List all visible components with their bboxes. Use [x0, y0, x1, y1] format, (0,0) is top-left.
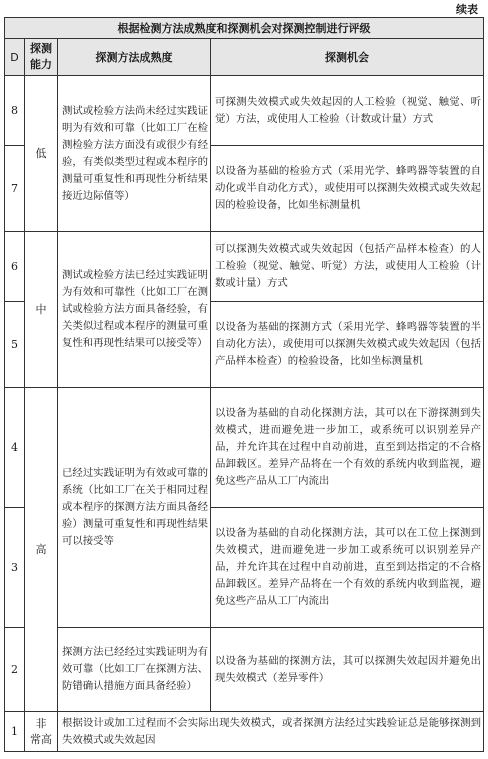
table-title-row	[5, 18, 484, 39]
table-row	[5, 712, 484, 752]
opportunity-2: 以设备为基础的探测方法，其可以探测失效起因并避免出现失效模式（差异零件）	[211, 628, 484, 712]
ability-very-high: 非 常高	[25, 712, 58, 752]
maturity-high: 已经过实践证明为有效或可靠的系统（比如工厂在关于相同过程或本程序的探测方法方面具备经验）测量可重复性和再现性结果可以接受等	[58, 388, 211, 628]
header-opportunity: 探测机会	[211, 39, 484, 76]
ability-high: 高	[25, 388, 58, 712]
detection-rating-table	[4, 17, 484, 752]
opportunity-8: 可探测失效模式或失效起因的人工检验（视觉、触觉、听觉）方法，或使用人工检验（计数或计量）方式	[211, 76, 484, 146]
rating-8: 8	[5, 76, 25, 146]
rating-2: 2	[5, 628, 25, 712]
opportunity-3: 以设备为基础的自动化探测方法，其可以在工位上探测到失效模式，进而避免进一步加工或系统可以识别差异产品，并允许其在过程中自动前进，直至到达指定的不合格品卸载区。差异产品将在一个有效的系统内收到监视，避免这些产品从工厂内流出	[211, 508, 484, 628]
table-title: 根据检测方法成熟度和探测机会对探测控制进行评级	[5, 18, 484, 39]
table-row	[5, 388, 484, 508]
maturity-low: 测试或检验方法尚未经过实践证明为有效和可靠（比如工厂在检测检验方法方面没有或很少有经验，有类似类型过程或本程序的测量可重复性和再现性分析结果接近边际值等）	[58, 76, 211, 232]
table-row	[5, 232, 484, 302]
opportunity-5: 以设备为基础的探测方式（采用光学、蜂鸣器等装置的半自动化方法），或使用可以探测失效模式或失效起因（包括产品样本检查）的检验设备，比如坐标测量机	[211, 302, 484, 388]
merged-description-1: 根据设计或加工过程而不会实际出现失效模式，或者探测方法经过实践验证总是能够探测到失效模式或失效起因	[58, 712, 484, 752]
ability-low: 低	[25, 76, 58, 232]
table-row	[5, 76, 484, 146]
rating-7: 7	[5, 146, 25, 232]
header-maturity: 探测方法成熟度	[58, 39, 211, 76]
opportunity-4: 以设备为基础的自动化探测方法，其可以在下游探测到失效模式，进而避免进一步加工，或系统可以识别差异产品，并允许其在过程中自动前进，直至到达指定的不合格品卸载区。差异产品将在一个有效的系统内收到监视，避免这些产品从工厂内流出	[211, 388, 484, 508]
rating-4: 4	[5, 388, 25, 508]
rating-5: 5	[5, 302, 25, 388]
header-ability: 探测 能力	[25, 39, 58, 76]
rating-6: 6	[5, 232, 25, 302]
header-row	[5, 39, 484, 76]
maturity-2: 探测方法已经经过实践证明为有效可靠（比如工厂在探测方法、防错确认措施方面具备经验）	[58, 628, 211, 712]
maturity-medium: 测试或检验方法已经过实践证明为有效和可靠性（比如工厂在测试或检验方法方面具备经验，有关类似过程或本程序的测量可重复性和再现性结果可以接受等）	[58, 232, 211, 388]
opportunity-7: 以设备为基础的检验方式（采用光学、蜂鸣器等装置的自动化或半自动化方式），或使用可以探测失效模式或失效起因的检验设备，比如坐标测量机	[211, 146, 484, 232]
rating-3: 3	[5, 508, 25, 628]
ability-medium: 中	[25, 232, 58, 388]
continued-label: 续表	[456, 3, 478, 16]
table-row	[5, 628, 484, 712]
header-d: D	[5, 39, 25, 76]
rating-1: 1	[5, 712, 25, 752]
opportunity-6: 可以探测失效模式或失效起因（包括产品样本检查）的人工检验（视觉、触觉、听觉）方法，或使用人工检验（计数或计量）方式	[211, 232, 484, 302]
